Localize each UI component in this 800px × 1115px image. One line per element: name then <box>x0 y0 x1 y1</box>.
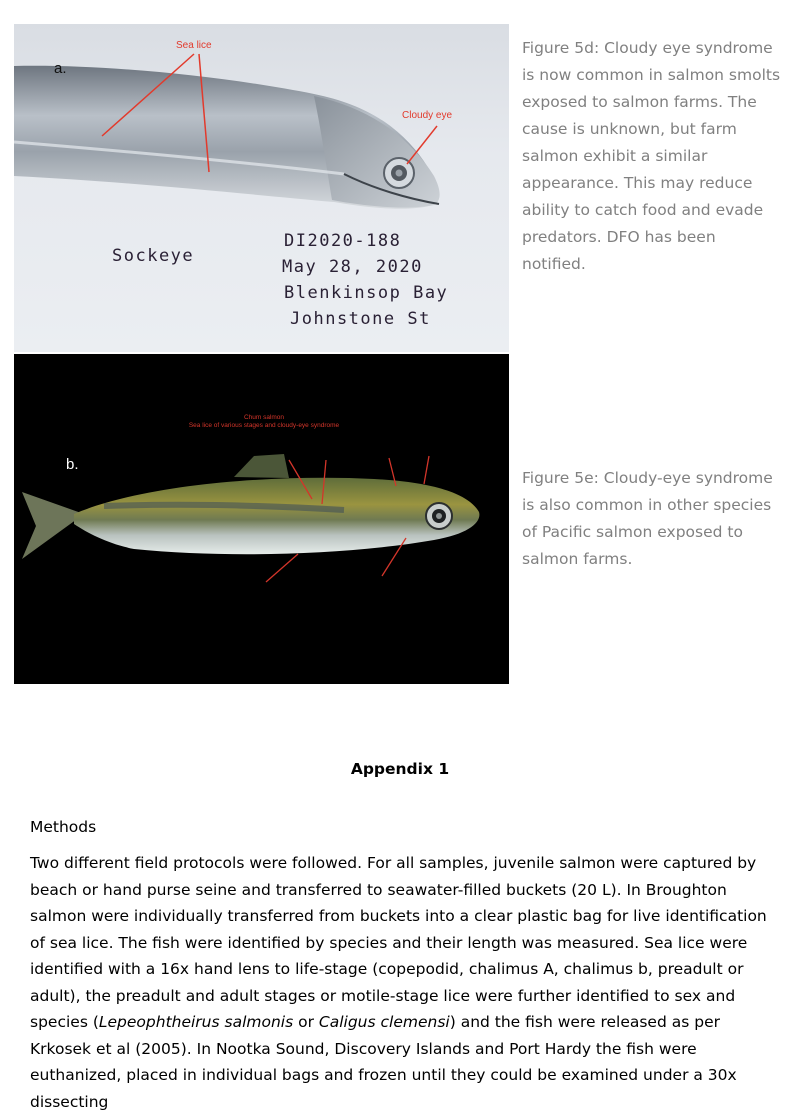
handwritten-location-2: Johnstone St <box>290 309 431 329</box>
methods-text-part-2: ) and the fish were released as per Krkosek et al (2005). In Nootka Sound, Discovery Islands and Port Hardy the fish were euthanized, placed in individual bags and frozen until they could be examined under a 30x dissecting <box>30 1013 737 1111</box>
figure-5d-caption: Figure 5d: Cloudy eye syndrome is now common in salmon smolts exposed to salmon farms. The cause is unknown, but farm salmon exhibit a similar appearance. This may reduce ability to catch food and evade predators. DFO has been notified. <box>522 39 781 273</box>
methods-text-part-1: Two different field protocols were followed. For all samples, juvenile salmon were captured by beach or hand purse seine and transferred to seawater-filled buckets (20 L). In Broughton salmon were individually transferred from buckets into a clear plastic bag for live identification of sea lice. The fish were identified by species and their length was measured. Sea lice were identified with a 16x hand lens to life-stage (copepodid, chalimus A, chalimus b, preadult or adult), the preadult and adult stages or motile-stage lice were further identified to sex and species ( <box>30 854 767 1031</box>
methods-heading: Methods <box>30 818 97 836</box>
handwritten-sample-id: DI2020-188 <box>284 231 402 251</box>
sea-lice-stages-label: Sea lice of various stages and cloudy-eye syndrome <box>188 422 340 429</box>
panel-letter-a: a. <box>54 60 67 77</box>
handwritten-location-1: Blenkinsop Bay <box>284 283 449 303</box>
methods-paragraph <box>30 850 782 1115</box>
species-name-lepeophtheirus: Lepeophtheirus salmonis <box>98 1013 294 1031</box>
figure-5d-photo <box>14 24 509 352</box>
figure-5e-caption: Figure 5e: Cloudy-eye syndrome is also common in other species of Pacific salmon exposed to salmon farms. <box>522 469 773 568</box>
species-name-caligus: Caligus clemensi <box>318 1013 450 1031</box>
chum-fish-illustration <box>14 354 509 684</box>
methods-text-or: or <box>293 1013 319 1031</box>
panel-letter-b: b. <box>66 456 79 473</box>
handwritten-date: May 28, 2020 <box>282 257 423 277</box>
chum-salmon-label: Chum salmon <box>243 414 285 421</box>
figure-5e-photo <box>14 354 509 684</box>
handwritten-species: Sockeye <box>112 246 195 266</box>
cloudy-eye-label: Cloudy eye <box>402 110 453 121</box>
appendix-title: Appendix 1 <box>350 760 450 778</box>
sea-lice-label: Sea lice <box>176 40 212 51</box>
